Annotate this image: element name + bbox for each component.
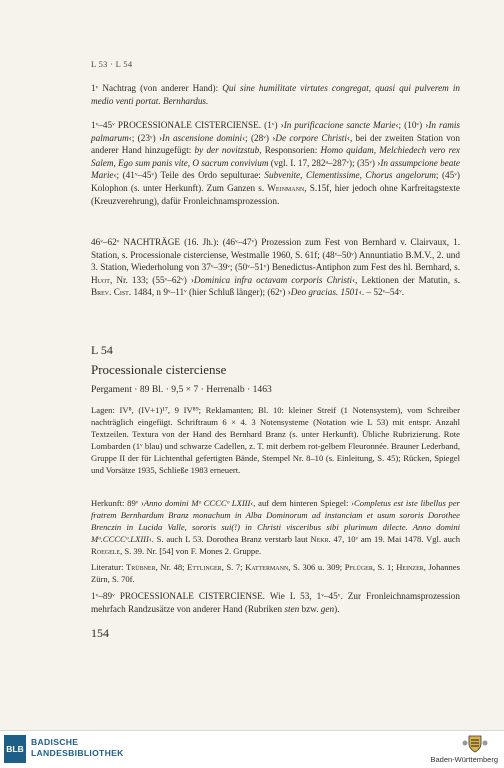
italic-text: De corpore Christi [275, 132, 347, 143]
italic-text: by der novitzstub, [194, 145, 262, 156]
text: 1ᵛ Nachtrag (von anderer Hand): [91, 83, 223, 93]
text: ‹; (10ᵛ) › [395, 120, 429, 130]
smallcaps-text: Nekr. [310, 534, 331, 544]
smallcaps-text: Ettlinger [187, 562, 222, 572]
text: ‹. – 52ᵛ–54ᵛ. [358, 287, 405, 298]
italic-text: In ramis palmarum [91, 120, 460, 143]
italic-text: Subvenite, Clementissime, Chorus angelorum [264, 170, 436, 181]
italic-text: Dominica infra octavam corporis Christi [193, 274, 353, 285]
blb-logo[interactable]: BLB [4, 735, 26, 763]
italic-text: Homo quidam, Melchiedech vero rex Salem, Ego sum panis vite, O sacrum convivium [91, 145, 460, 168]
smallcaps-text: Weinmann [267, 182, 305, 193]
section-number: L 54 [91, 343, 113, 357]
text: Responsorien: [261, 145, 321, 156]
text: ‹, bei der zweiten Station von anderer Hand hinzugefügt: [91, 132, 460, 156]
smallcaps-text: Brev. Cist. [91, 287, 132, 298]
text: ‹, Lektionen der Matutin, s. [352, 274, 460, 285]
italic-text: In ascensione domini [162, 132, 243, 143]
text: ‹, auf dem hinteren Spiegel: › [250, 498, 355, 508]
running-head: L 53 · L 54 [91, 59, 133, 69]
coat-of-arms-icon [461, 734, 489, 754]
text: , S.15f, hier jedoch ohne Karfreitagstexte (Kreuzverehrung), dafür Fronleichnamsprozession. [91, 182, 460, 206]
text: , S. 7; [221, 562, 246, 572]
section-title: Processionale cisterciense [91, 362, 227, 377]
italic-text: Deo gracias. 1501 [290, 287, 359, 298]
library-name-line1: BADISCHE [31, 737, 79, 747]
smallcaps-text: Trübner [126, 562, 156, 572]
paragraph-processionale-l53 [91, 119, 460, 207]
text: ‹. S. auch L 53. Dorothea Branz verstarb laut [148, 534, 311, 544]
section-meta: Pergament · 89 Bl. · 9,5 × 7 · Herrenalb · 1463 [91, 384, 272, 395]
paragraph-herkunft [91, 497, 460, 557]
text: ‹; (23ᵛ) › [128, 132, 163, 143]
smallcaps-text: Heinzer [396, 562, 424, 572]
paragraph-nachtrag [91, 82, 460, 107]
smallcaps-text: Huot [91, 274, 110, 285]
page-number: 154 [91, 626, 109, 640]
library-name-line2: LANDESBIBLIOTHEK [31, 748, 124, 758]
text: , S. 306 u. 309; [288, 562, 345, 572]
state-label: Baden-Württemberg [430, 755, 498, 764]
text: , S. 39. Nr. [54] von F. Mones 2. Gruppe. [120, 546, 262, 556]
text: 1ᵛ–89ᵛ PROCESSIONALE CISTERCIENSE. Wie L 53, 1ᵛ–45ᵛ. Zur Fronleichnamsprozession mehrfach Randzusätze von anderer Hand (Rubriken [91, 591, 460, 614]
text: bzw. [299, 603, 321, 614]
text: ‹; (28ᵛ) › [242, 132, 276, 143]
text: , Nr. 48; [155, 562, 188, 572]
text: 47, 10ᵛ am 19. Mai 1478. Vgl. auch [330, 534, 461, 544]
smallcaps-text: Kattermann [245, 562, 289, 572]
text: (vgl. I. 17, 282ᵃ–287ᵛ); (35ᵛ) › [268, 157, 381, 168]
italic-text: sten [284, 603, 300, 614]
smallcaps-text: Pflüger [344, 562, 373, 572]
italic-text: In purificacione sancte Marie [283, 120, 396, 130]
text: ; (45ᵛ) Kolophon (s. unter Herkunft). Zum Ganzen s. [91, 170, 460, 193]
text: , S. 1; [372, 562, 397, 572]
text: 46ᵛ–62ᵛ NACHTRÄGE (16. Jh.): (46ᵛ–47ᵛ) Prozession zum Fest von Bernhard v. Clairvaux, 1. Station, s. Processionale cisterciense, Westmalle 1960, S. 61f; (48ᵛ–50ᵛ) Annuntiatio B.M.V., 2. und 3. Station, Wiederholung von 37ᵛ–39ᵛ; (50ᵛ–51ᵛ) Benedictus-Antiphon zum Fest des hl. Bernhard, s. [91, 237, 460, 273]
text: , Nr. 133; (55ᵛ–62ᵛ) › [109, 274, 194, 285]
paragraph-processionale-l54 [91, 590, 460, 615]
text: Literatur: [91, 562, 126, 572]
italic-text: Qui sine humilitate virtutes congregat, quasi qui pulverem in medio venti portat. Bernhardus. [91, 83, 460, 106]
text: ‹; (41ᵛ–45ᵛ) Teile des Ordo sepulturae: [113, 170, 265, 181]
text: , Johannes Zürn, S. 70f. [91, 562, 460, 584]
text: Herkunft: 89ᵛ › [91, 498, 144, 508]
library-name [31, 737, 124, 759]
paragraph-lagen: Lagen: IV⁸, (IV+1)¹⁷, 9 IV⁸⁹; Reklamanten; Bl. 10: kleiner Streif (1 Notensystem), vom Schreiber nachträglich eingefügt. Schriftraum 6 × 4. 3 Notensysteme (Notation wie L 53) mit entspr. Anzahl Textzeilen. Textura von der Hand des Bernhard Branz (s. unter Herkunft). Übliche Rubrizierung. Rote Lombarden (1ᵛ blau) und schwarze Cadellen, z. T. mit derbem rot-gelbem Fleuronnée. Brauner Lederband, Gruppe II der für Lichtenthal gefertigten Bände, Stempel Nr. 8–10 (s. Einleitung, S. 45); Rücken, Spiegel und Vorsätze 1935, Schließe 1983 erneuert. [91, 405, 460, 475]
text: 1ᵛ–45ᵛ PROCESSIONALE CISTERCIENSE. (1ᵛ) › [91, 120, 284, 130]
paragraph-nachtraege [91, 236, 460, 299]
text: ). [334, 603, 340, 614]
italic-text: Completus est iste libellus per fratrem Bernhardum Branz monachum in Alba Dominorum ad instanciam et usum sororis Dorothee Brenczin in Lucida Valle, sororis sui(!) in Christi visceribus sibi plurimum dilecte. Anno domini Mᵒ.CCCCᵒ.LXIII [91, 498, 460, 544]
italic-text: In assumpcione beate Marie [91, 157, 460, 181]
footer-bar [0, 730, 504, 768]
smallcaps-text: Roegele [91, 546, 121, 556]
paragraph-literatur [91, 561, 460, 585]
italic-text: Anno domini Mᵒ CCCCᵒ LXIII [143, 498, 251, 508]
text: 1484, n 9ᵛ–11ᵛ (hier Schluß länger); (62ᵛ) › [131, 287, 291, 298]
italic-text: gen [320, 603, 335, 614]
